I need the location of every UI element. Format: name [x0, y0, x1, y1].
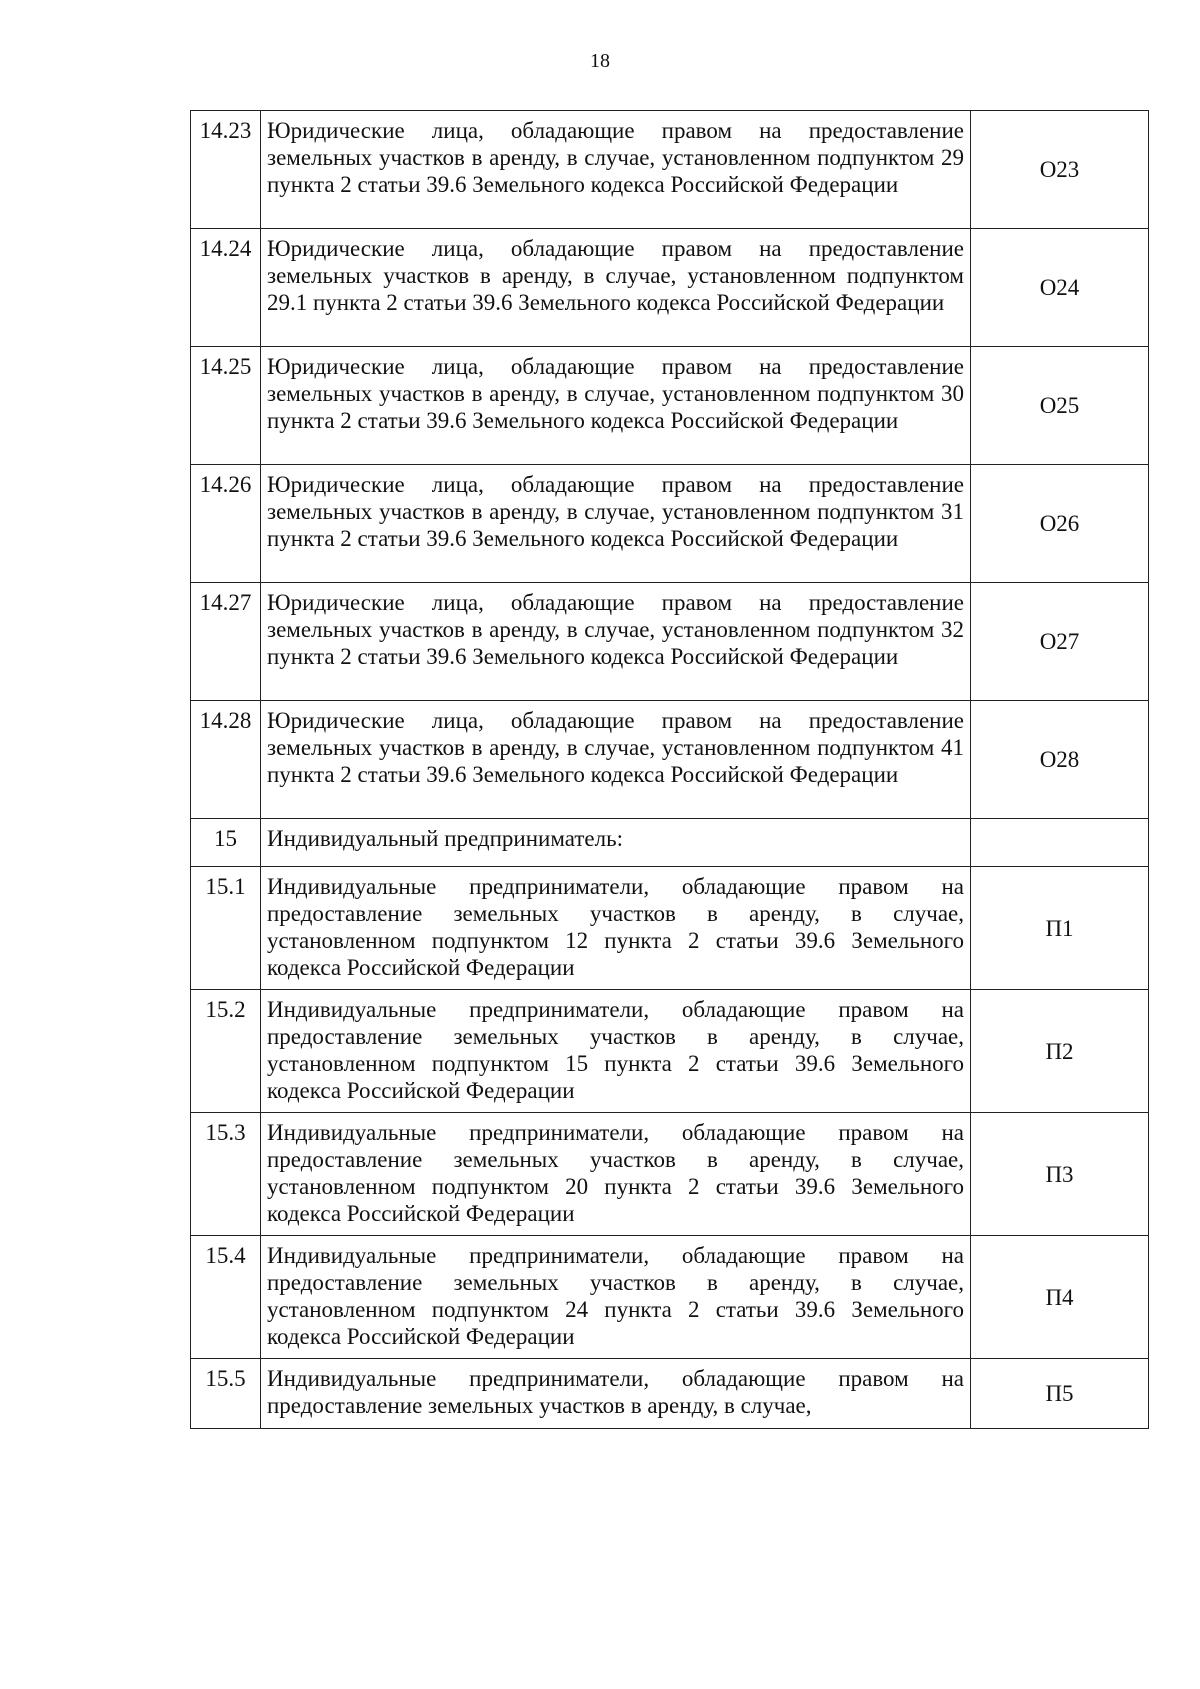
row-code: О26	[971, 465, 1149, 583]
row-number: 14.25	[191, 347, 261, 465]
row-number: 14.24	[191, 229, 261, 347]
row-description: Индивидуальный предприниматель:	[261, 819, 971, 867]
row-number: 15.3	[191, 1113, 261, 1236]
row-code: П3	[971, 1113, 1149, 1236]
table-row	[191, 229, 1149, 347]
table-row	[191, 465, 1149, 583]
row-description: Юридические лица, обладающие правом на предоставление земельных участков в аренду, в случае, установленном подпунктом 32 пункта 2 статьи 39.6 Земельного кодекса Российской Федерации	[261, 583, 971, 701]
table-row	[191, 347, 1149, 465]
row-number: 15.2	[191, 990, 261, 1113]
row-code: О28	[971, 701, 1149, 819]
table-row	[191, 583, 1149, 701]
table-row	[191, 111, 1149, 229]
row-number: 15.1	[191, 867, 261, 990]
row-number: 15.4	[191, 1236, 261, 1359]
row-code: П1	[971, 867, 1149, 990]
table-row	[191, 990, 1149, 1113]
row-code: П5	[971, 1359, 1149, 1429]
row-description: Юридические лица, обладающие правом на предоставление земельных участков в аренду, в случае, установленном подпунктом 30 пункта 2 статьи 39.6 Земельного кодекса Российской Федерации	[261, 347, 971, 465]
row-code: О23	[971, 111, 1149, 229]
row-number: 14.28	[191, 701, 261, 819]
row-description: Юридические лица, обладающие правом на предоставление земельных участков в аренду, в случае, установленном подпунктом 29.1 пункта 2 статьи 39.6 Земельного кодекса Российской Федерации	[261, 229, 971, 347]
row-number: 14.26	[191, 465, 261, 583]
row-code: О27	[971, 583, 1149, 701]
row-description: Индивидуальные предприниматели, обладающие правом на предоставление земельных участков в аренду, в случае, установленном подпунктом 20 пункта 2 статьи 39.6 Земельного кодекса Российской Федерации	[261, 1113, 971, 1236]
row-code	[971, 819, 1149, 867]
row-description: Юридические лица, обладающие правом на предоставление земельных участков в аренду, в случае, установленном подпунктом 41 пункта 2 статьи 39.6 Земельного кодекса Российской Федерации	[261, 701, 971, 819]
row-description: Индивидуальные предприниматели, обладающие правом на предоставление земельных участков в аренду, в случае, установленном подпунктом 15 пункта 2 статьи 39.6 Земельного кодекса Российской Федерации	[261, 990, 971, 1113]
row-number: 15	[191, 819, 261, 867]
row-number: 14.23	[191, 111, 261, 229]
document-table	[190, 110, 1149, 1429]
table-row-section	[191, 819, 1149, 867]
table-row	[191, 867, 1149, 990]
row-number: 14.27	[191, 583, 261, 701]
row-number: 15.5	[191, 1359, 261, 1429]
row-code: П4	[971, 1236, 1149, 1359]
table-row	[191, 701, 1149, 819]
row-description: Юридические лица, обладающие правом на предоставление земельных участков в аренду, в случае, установленном подпунктом 29 пункта 2 статьи 39.6 Земельного кодекса Российской Федерации	[261, 111, 971, 229]
row-code: О24	[971, 229, 1149, 347]
row-description: Индивидуальные предприниматели, обладающие правом на предоставление земельных участков в аренду, в случае, установленном подпунктом 12 пункта 2 статьи 39.6 Земельного кодекса Российской Федерации	[261, 867, 971, 990]
row-description: Индивидуальные предприниматели, обладающие правом на предоставление земельных участков в аренду, в случае, установленном подпунктом 24 пункта 2 статьи 39.6 Земельного кодекса Российской Федерации	[261, 1236, 971, 1359]
row-code: О25	[971, 347, 1149, 465]
page-number: 18	[590, 50, 610, 72]
table-row	[191, 1113, 1149, 1236]
row-code: П2	[971, 990, 1149, 1113]
row-description: Юридические лица, обладающие правом на предоставление земельных участков в аренду, в случае, установленном подпунктом 31 пункта 2 статьи 39.6 Земельного кодекса Российской Федерации	[261, 465, 971, 583]
table-row	[191, 1359, 1149, 1429]
row-description: Индивидуальные предприниматели, обладающие правом на предоставление земельных участков в аренду, в случае,	[261, 1359, 971, 1429]
table-row	[191, 1236, 1149, 1359]
